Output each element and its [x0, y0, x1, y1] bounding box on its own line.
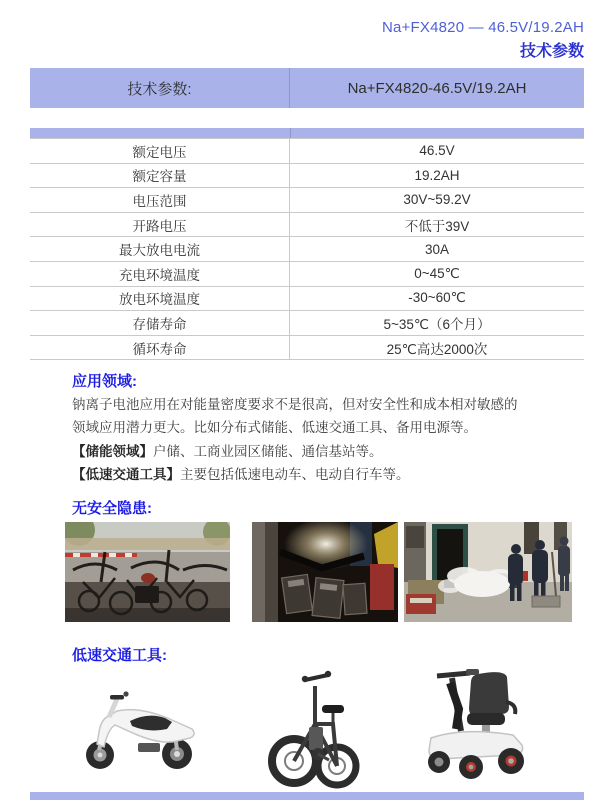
- table-row: [30, 139, 584, 164]
- accent-bar-divider: [290, 128, 291, 138]
- application-item-text: 户储、工商业园区储能、通信基站等。: [153, 444, 383, 459]
- spec-name: 放电环境温度: [30, 287, 290, 311]
- spec-name: 存储寿命: [30, 311, 290, 335]
- table-row: [30, 213, 584, 238]
- vehicles-heading: 低速交通工具:: [72, 647, 167, 664]
- table-row: [30, 237, 584, 262]
- table-row: [30, 188, 584, 213]
- spec-value: 0~45℃: [414, 265, 460, 281]
- spec-name: 开路电压: [30, 213, 290, 237]
- application-item-tag: 【储能领域】: [72, 444, 153, 459]
- white-electric-moped-photo: [78, 688, 203, 773]
- application-item-storage: [72, 440, 383, 463]
- burned-battery-room-photo: [252, 522, 398, 622]
- next-section-accent-bar: [30, 792, 584, 800]
- application-item-transport: [72, 463, 410, 486]
- four-wheel-mobility-scooter-photo: [414, 668, 532, 782]
- spec-value: 30V~59.2V: [403, 192, 471, 208]
- spec-value: 25℃高达2000次: [386, 341, 488, 357]
- spec-value: 5~35℃（6个月）: [383, 316, 491, 332]
- folding-electric-bicycle-photo: [266, 664, 363, 791]
- product-model-title: Na+FX4820 — 46.5V/19.2AH: [381, 19, 584, 36]
- spec-header-label: 技术参数:: [30, 68, 290, 108]
- table-row: [30, 287, 584, 312]
- spec-value: -30~60℃: [408, 290, 466, 306]
- spec-value: 30A: [424, 241, 450, 257]
- spec-table: [30, 138, 584, 360]
- spec-name: 额定容量: [30, 164, 290, 188]
- application-heading: 应用领域:: [72, 373, 137, 390]
- tech-params-title: 技术参数: [519, 43, 584, 60]
- spec-value: 不低于39V: [404, 218, 470, 234]
- spec-value: 46.5V: [419, 143, 455, 159]
- application-item-tag: 【低速交通工具】: [72, 467, 180, 482]
- application-item-text: 主要包括低速电动车、电动自行车等。: [180, 467, 410, 482]
- table-row: [30, 164, 584, 189]
- spec-name: 充电环境温度: [30, 262, 290, 286]
- spec-header-value: Na+FX4820-46.5V/19.2AH: [347, 79, 527, 97]
- application-paragraph: 钠离子电池应用在对能量密度要求不是很高，但对安全性和成本相对敏感的领域应用潜力更大。比如分布式储能、低速交通工具、备用电源等。: [72, 397, 518, 435]
- table-row: [30, 262, 584, 287]
- spec-name: 额定电压: [30, 139, 290, 163]
- table-row: [30, 311, 584, 336]
- safety-heading: 无安全隐患:: [72, 500, 152, 517]
- scooter-fire-extinguishing-photo: [404, 522, 572, 622]
- spec-name: 电压范围: [30, 188, 290, 212]
- spec-name: 最大放电电流: [30, 237, 290, 261]
- spec-name: 循环寿命: [30, 336, 290, 360]
- spec-value: 19.2AH: [414, 167, 460, 183]
- table-row: [30, 336, 584, 361]
- spec-header-band: [30, 68, 584, 108]
- table-accent-bar: [30, 128, 584, 138]
- burned-ebike-shed-photo: [65, 522, 230, 622]
